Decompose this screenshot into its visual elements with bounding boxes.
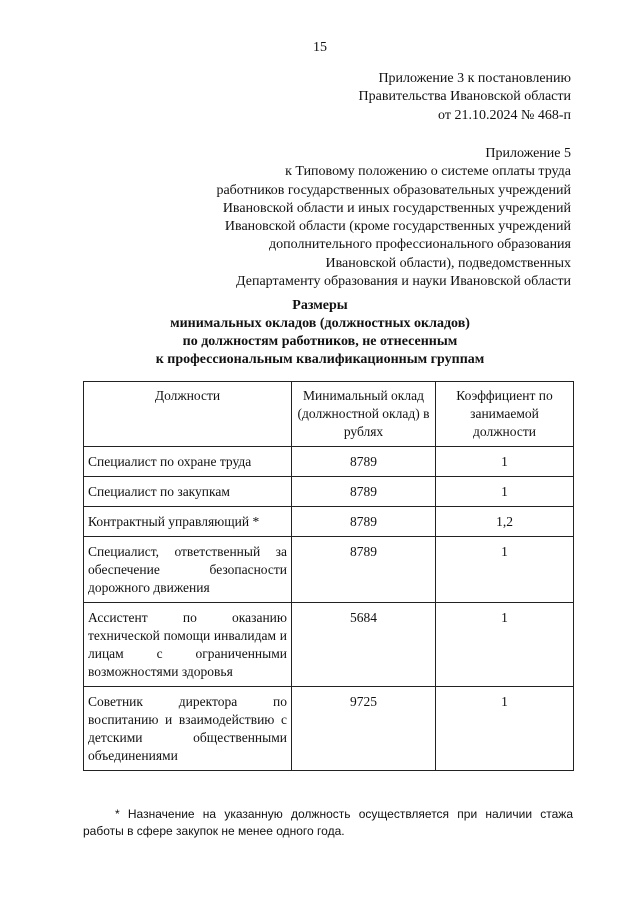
appendix-3-line: от 21.10.2024 № 468-п bbox=[438, 107, 571, 123]
title-line: к профессиональным квалификационным группам bbox=[155, 352, 485, 367]
appendix-5-line: дополнительного профессионального образования bbox=[269, 237, 571, 253]
appendix-5-line: Приложение 5 bbox=[485, 146, 571, 161]
position-cell: Специалист, ответственный за обеспечение безопасности дорожного движения bbox=[84, 537, 292, 603]
table-header-row bbox=[84, 382, 574, 447]
position-cell: Контрактный управляющий * bbox=[84, 507, 292, 537]
header-coefficient: Коэффициент по занимаемой должности bbox=[436, 382, 574, 447]
page-number: 15 bbox=[313, 40, 327, 55]
appendix-5-line: Департаменту образования и науки Ивановской области bbox=[236, 274, 571, 290]
appendix-5-line: Ивановской области), подведомственных bbox=[325, 255, 571, 271]
coefficient-cell: 1 bbox=[436, 537, 574, 603]
table-row bbox=[84, 447, 574, 477]
salary-cell: 8789 bbox=[292, 507, 436, 537]
position-cell: Специалист по закупкам bbox=[84, 477, 292, 507]
salary-cell: 8789 bbox=[292, 447, 436, 477]
table-row bbox=[84, 477, 574, 507]
position-cell: Ассистент по оказанию технической помощи инвалидам и лицам с ограниченными возможностями здоровья bbox=[84, 603, 292, 687]
salary-cell: 8789 bbox=[292, 537, 436, 603]
appendix-3-line: Правительства Ивановской области bbox=[358, 89, 571, 105]
header-salary: Минимальный оклад (должностной оклад) в рублях bbox=[292, 382, 436, 447]
appendix-5-line: к Типовому положению о системе оплаты труда bbox=[285, 164, 571, 180]
appendix-5-header bbox=[216, 145, 571, 291]
table-row bbox=[84, 687, 574, 771]
coefficient-cell: 1,2 bbox=[436, 507, 574, 537]
footnote: * Назначение на указанную должность осуществляется при наличии стажа работы в сфере закупок не менее одного года. bbox=[83, 807, 573, 838]
position-cell: Специалист по охране труда bbox=[84, 447, 292, 477]
appendix-5-line: Ивановской области (кроме государственных учреждений bbox=[224, 219, 571, 235]
salary-cell: 5684 bbox=[292, 603, 436, 687]
coefficient-cell: 1 bbox=[436, 603, 574, 687]
title-line: Размеры bbox=[292, 298, 348, 313]
position-cell: Советник директора по воспитанию и взаимодействию с детскими общественными объединениями bbox=[84, 687, 292, 771]
coefficient-cell: 1 bbox=[436, 687, 574, 771]
appendix-5-line: Ивановской области и иных государственных учреждений bbox=[222, 200, 571, 216]
title-line: по должностям работников, не отнесенным bbox=[182, 334, 458, 349]
document-title bbox=[0, 297, 640, 369]
table-row bbox=[84, 603, 574, 687]
salary-cell: 8789 bbox=[292, 477, 436, 507]
appendix-3-header bbox=[359, 70, 571, 125]
title-line: минимальных окладов (должностных окладов) bbox=[170, 316, 470, 331]
table-row bbox=[84, 537, 574, 603]
appendix-5-line: работников государственных образовательных учреждений bbox=[216, 182, 571, 198]
appendix-3-line: Приложение 3 к постановлению bbox=[378, 71, 571, 86]
salary-table bbox=[83, 381, 574, 771]
coefficient-cell: 1 bbox=[436, 447, 574, 477]
table-row bbox=[84, 507, 574, 537]
header-position: Должности bbox=[84, 382, 292, 447]
salary-cell: 9725 bbox=[292, 687, 436, 771]
coefficient-cell: 1 bbox=[436, 477, 574, 507]
